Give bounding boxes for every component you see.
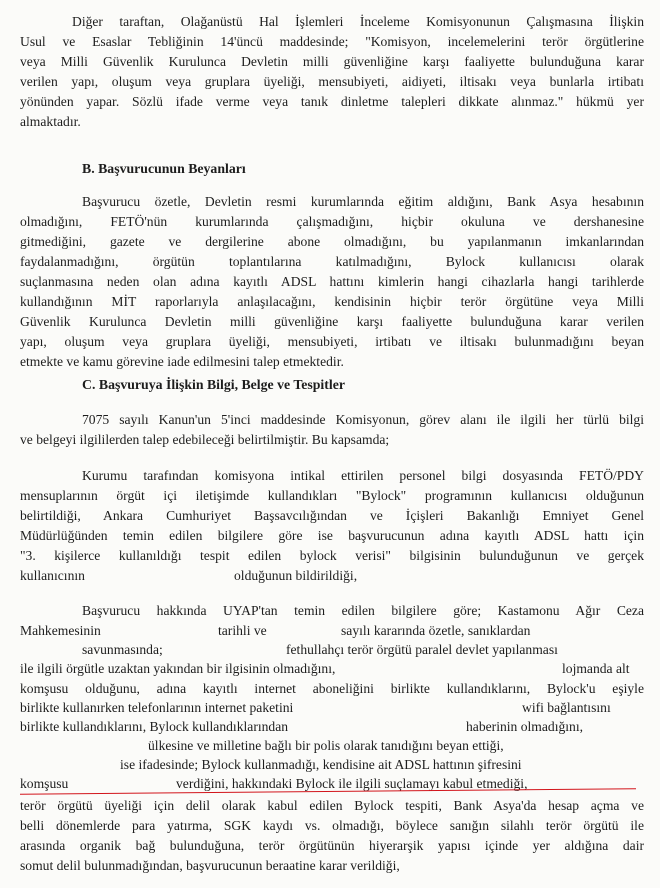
text-line: terör örgütü üyeliği için delil olarak kabul edilen Bylock tespiti, Bank Asya'da hesap açma ve xyxy=(20,798,644,813)
text-line: olmadığını, FETÖ'nün kurumlarında çalışmadığını, hiçbir okuluna ve dershanesine xyxy=(20,214,644,229)
text-line: somut delil bulunmadığından, başvurucunun beraatine karar verildiği, xyxy=(20,858,400,873)
text-line: haberinin olmadığını, xyxy=(466,719,584,734)
text-line: sayılı kararında özetle, sanıklardan xyxy=(341,623,531,638)
text-line: olduğunun bildirildiği, xyxy=(234,568,358,583)
text-line: kullandığının MİT raporlarıyla anlaşılacağını, kendisinin hiçbir terör örgütüne veya Milli xyxy=(20,294,644,309)
text-line: Kurumu tarafından komisyona intikal ettirilen personel bilgi dosyasında FETÖ/PDY xyxy=(82,468,644,483)
text-line: fethullahçı terör örgütü paralel devlet yapılanması xyxy=(286,642,558,657)
text-line: yapı, oluşum veya gruplara üyeliği, mensubiyeti, irtibatı ve iltisakı bulunmadığını beyan xyxy=(20,334,644,349)
text-line: faydalanmadığını, örgütün toplantılarına katılmadığını, Bylock kullanıcısı olarak xyxy=(20,254,644,269)
section-heading: C. Başvuruya İlişkin Bilgi, Belge ve Tespitler xyxy=(82,377,345,392)
text-line: arasında organik bağ bulunduğuna, terör örgütünün hiyerarşik yapısı içinde yer aldığına dair xyxy=(20,838,644,853)
text-line: Başvurucu hakkında UYAP'tan temin edilen bilgilere göre; Kastamonu Ağır Ceza xyxy=(82,603,644,618)
text-line: birlikte kullandıklarını, Bylock kullandıklarından xyxy=(20,719,289,734)
text-line: yönünden yapar. Sözlü ifade verme veya tanık dinletme talepleri dikkate alınmaz." hükmü yer xyxy=(20,94,644,109)
text-line: Güvenlik Kurulunca Devletin milli güvenliğine karşı faaliyette bulunduğuna karar verilen xyxy=(20,314,644,329)
text-line: komşusu xyxy=(20,776,69,791)
text-line: ise ifadesinde; Bylock kullanmadığı, kendisine ait ADSL hattının şifresini xyxy=(120,757,522,772)
text-line: suçlanmasına neden olan adına kayıtlı ADSL hattını kimlerin hangi cihazlarla hangi tarihlerde xyxy=(20,274,644,289)
text-line: wifi bağlantısını xyxy=(522,700,611,715)
text-line: Diğer taraftan, Olağanüstü Hal İşlemleri İnceleme Komisyonunun Çalışmasına İlişkin xyxy=(72,14,644,29)
text-line: komşusu olduğunu, adına kayıtlı internet aboneliğini birlikte kullandıklarını, Bylock'u eşiyle xyxy=(20,681,644,696)
text-line: ve belgeyi ilgililerden talep edebileceği belirtilmiştir. Bu kapsamda; xyxy=(20,432,390,447)
text-line: kullanıcının xyxy=(20,568,85,583)
text-line: Başvurucu özetle, Devletin resmi kurumlarında eğitim aldığını, Bank Asya hesabının xyxy=(82,194,644,209)
text-line: birlikte kullanırken telefonlarının internet paketini xyxy=(20,700,294,715)
text-line: belli dönemlerde para yatırma, SGK kaydı vs. olmadığı, böylece sanığın silahlı terör örgütü ile xyxy=(20,818,644,833)
text-line: Müdürlüğünden temin edilen bilgilere göre ise başvurucunun adına kayıtlı ADSL hattı için xyxy=(20,528,644,543)
text-line: savunmasında; xyxy=(82,642,163,657)
text-line: 7075 sayılı Kanun'un 5'inci maddesinde Komisyonun, görev alanı ile ilgili her türlü bilgi xyxy=(82,412,644,427)
text-line: tarihli ve xyxy=(218,623,267,638)
text-line: lojmanda alt xyxy=(562,661,630,676)
text-line: veya Milli Güvenlik Kurulunca Devletin milli güvenliğine karşı faaliyette bulunduğuna karar xyxy=(20,54,644,69)
text-line: Usul ve Esaslar Tebliğinin 14'üncü maddesinde; "Komisyon, incelemelerini terör örgütlerine xyxy=(20,34,644,49)
text-line: belirtildiği, Ankara Cumhuriyet Başsavcılığından ve İçişleri Bakanlığı Emniyet Genel xyxy=(20,508,644,523)
text-line: verdiğini, hakkındaki Bylock ile ilgili suçlamayı kabul etmediği, xyxy=(176,776,528,791)
text-line: etmekte ve kamu görevine iade edilmesini talep etmektedir. xyxy=(20,354,344,369)
text-line: Mahkemesinin xyxy=(20,623,101,638)
text-line: ülkesine ve milletine bağlı bir polis olarak tanıdığını beyan ettiği, xyxy=(148,738,504,753)
text-line: mensuplarının örgüt içi iletişimde kullandıkları "Bylock" programının kullanıcısı olduğunun xyxy=(20,488,644,503)
text-line: almaktadır. xyxy=(20,114,81,129)
text-line: "3. kişilerce kullanıldığı tespit edilen bylock verisi" bilgisinin bulunduğunun ve gerçek xyxy=(20,548,644,563)
text-line: gitmediğini, gazete ve dergilerine abone olmadığını, bu yapılanmanın imkanlarından xyxy=(20,234,644,249)
text-line: verilen yapı, oluşum veya gruplara üyeliği, mensubiyeti, aidiyeti, iltisakı veya bunlarla irtibatı xyxy=(20,74,644,89)
section-heading: B. Başvurucunun Beyanları xyxy=(82,161,246,176)
text-line: ile ilgili örgütle uzaktan yakından bir ilgisinin olmadığını, xyxy=(20,661,336,676)
